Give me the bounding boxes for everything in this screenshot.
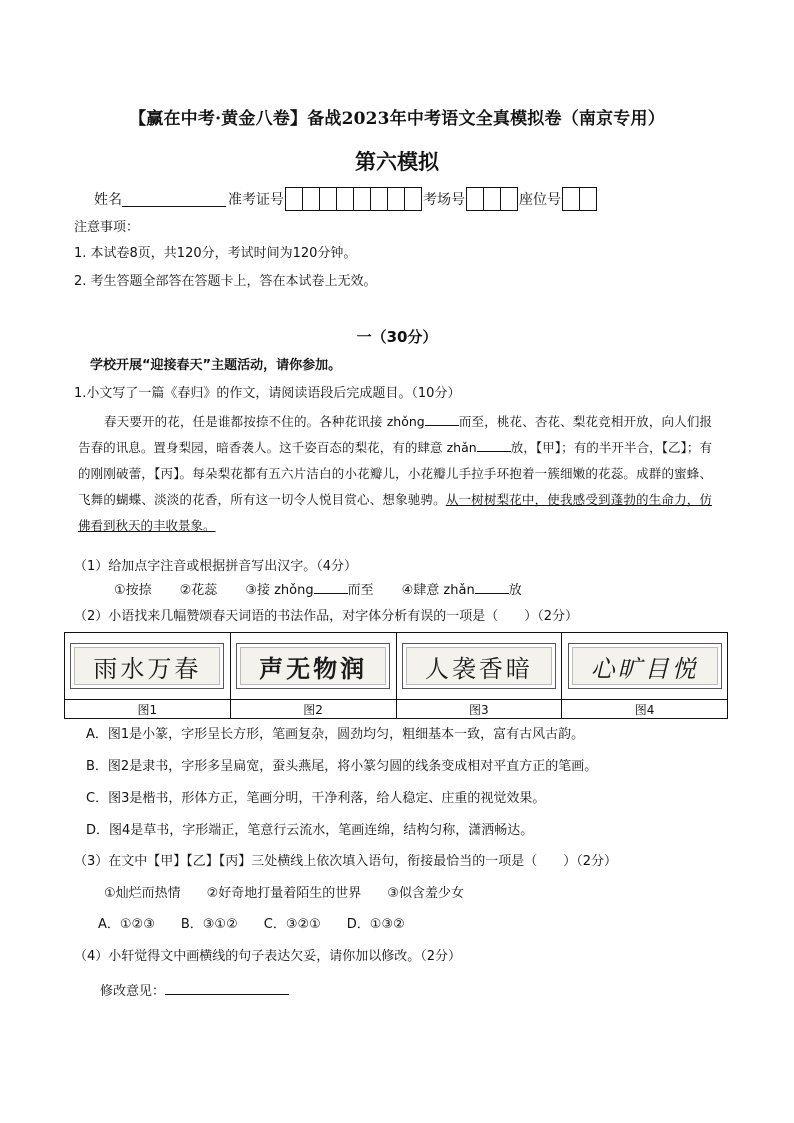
pinyin-blank[interactable] <box>425 413 459 426</box>
exam-no-boxes[interactable] <box>285 187 422 211</box>
sub1-item-4: ④肆意 zhǎn 放 <box>401 583 522 598</box>
digit-box[interactable] <box>370 187 388 211</box>
digit-box[interactable] <box>353 187 371 211</box>
underlined-sentence: 从一树树梨花中，使我感受到蓬勃的生命力，仿佛看到秋天的丰收景象。 <box>78 492 712 533</box>
section-title: 一（30分） <box>356 328 438 346</box>
digit-box[interactable] <box>483 187 501 211</box>
digit-box[interactable] <box>500 187 518 211</box>
option-b[interactable]: B．图2是隶书，字形多呈扁宽，蚕头燕尾，将小篆匀圆的线条变成相对平直方正的笔画。 <box>86 759 598 774</box>
calligraphy-cell-4 <box>562 633 728 700</box>
exam-no-label: 准考证号 <box>228 192 284 208</box>
candidate-info-row <box>94 186 598 212</box>
calligraphy-image-3: 人袭香暗 <box>402 643 556 689</box>
digit-box[interactable] <box>466 187 484 211</box>
sub3-items: ①灿烂而热情 ②好奇地打量着陌生的世界 ③似含羞少女 <box>104 886 464 901</box>
calligraphy-cell-3 <box>396 633 562 700</box>
digit-box[interactable] <box>562 187 580 211</box>
sub4-answer <box>100 982 289 1002</box>
sub1-item-2: ②花蕊 <box>179 583 218 598</box>
seat-label: 座位号 <box>519 192 561 208</box>
option-a[interactable]: A．图1是小篆，字形呈长方形，笔画复杂，圆劲均匀，粗细基本一致，富有古风古韵。 <box>86 727 585 742</box>
digit-box[interactable] <box>285 187 303 211</box>
sub1-stem: （1）给加点字注音或根据拼音写出汉字。（4分） <box>74 559 358 574</box>
calligraphy-image-4: 心旷目悦 <box>568 643 722 689</box>
name-label: 姓名 <box>94 192 122 208</box>
calligraphy-cell-2 <box>230 633 396 700</box>
name-blank[interactable] <box>122 192 226 207</box>
room-label: 考场号 <box>423 192 465 208</box>
caption-1: 图1 <box>65 700 231 719</box>
caption-2: 图2 <box>230 700 396 719</box>
notice-heading: 注意事项： <box>74 220 140 235</box>
digit-box[interactable] <box>579 187 597 211</box>
section-intro: 学校开展“迎接春天”主题活动，请你参加。 <box>90 358 342 373</box>
sub2-stem: （2）小语找来几幅赞颂春天词语的书法作品，对字体分析有误的一项是（ ）（2分） <box>74 609 579 624</box>
calligraphy-cell-1 <box>65 633 231 700</box>
seat-boxes[interactable] <box>562 187 597 211</box>
answer-blank[interactable] <box>314 581 348 594</box>
answer-label: 修改意见： <box>100 984 166 999</box>
pinyin-blank[interactable] <box>477 439 511 452</box>
digit-box[interactable] <box>404 187 422 211</box>
digit-box[interactable] <box>319 187 337 211</box>
calligraphy-image-2: 声无物润 <box>236 643 390 689</box>
sub3-stem: （3）在文中【甲】【乙】【丙】三处横线上依次填入语句，衔接最恰当的一项是（ ）（2分） <box>74 854 618 869</box>
notice-item-1: 1. 本试卷8页，共120分，考试时间为120分钟。 <box>74 246 357 261</box>
reading-passage: 春天要开的花，任是谁都按捺不住的。各种花讯接 zhǒng 而至，桃花、杏花、梨花竞相开放，向人们报告春的讯息。置身梨园，暗香袭人。这千姿百态的梨花，有的肆意 zhǎn 放，【甲】；有的半开半合，【乙】；有的刚刚破蕾，【丙】。每朵梨花都有五六片洁白的小花瓣儿，小花瓣儿手拉手环抱着一簇细嫩的花蕊。成群的蜜蜂、飞舞的蝴蝶、淡淡的花香，所有这一切令人悦目赏心、想象驰骋。从一树树梨花中，使我感受到蓬勃的生命力，仿佛看到秋天的丰收景象。 <box>78 414 712 533</box>
digit-box[interactable] <box>387 187 405 211</box>
calligraphy-image-1: 雨水万春 <box>70 643 224 689</box>
exam-title: 【赢在中考·黄金八卷】备战2023年中考语文全真模拟卷（南京专用） <box>129 109 665 129</box>
answer-blank[interactable] <box>475 581 509 594</box>
caption-4: 图4 <box>562 700 728 719</box>
sub1-items <box>114 581 522 601</box>
sub3-options[interactable]: A．①②③ B．③①② C．③②① D．①③② <box>98 917 405 932</box>
calligraphy-table <box>64 632 728 719</box>
exam-subtitle: 第六模拟 <box>355 149 439 174</box>
digit-box[interactable] <box>302 187 320 211</box>
sub4-stem: （4）小轩觉得文中画横线的句子表达欠妥，请你加以修改。（2分） <box>74 949 462 964</box>
caption-3: 图3 <box>396 700 562 719</box>
room-boxes[interactable] <box>466 187 518 211</box>
notice-item-2: 2. 考生答题全部答在答题卡上，答在本试卷上无效。 <box>74 274 377 289</box>
digit-box[interactable] <box>336 187 354 211</box>
answer-line[interactable] <box>165 982 289 995</box>
sub1-item-1: ①按捺 <box>114 583 152 598</box>
option-c[interactable]: C．图3是楷书，形体方正，笔画分明，干净利落，给人稳定、庄重的视觉效果。 <box>86 791 546 806</box>
question-1-stem: 1.小文写了一篇《春归》的作文，请阅读语段后完成题目。（10分） <box>74 386 461 401</box>
sub1-item-3: ③接 zhǒng 而至 <box>245 583 374 598</box>
option-d[interactable]: D．图4是草书，字形端正，笔意行云流水，笔画连绵，结构匀称，潇洒畅达。 <box>86 823 534 838</box>
